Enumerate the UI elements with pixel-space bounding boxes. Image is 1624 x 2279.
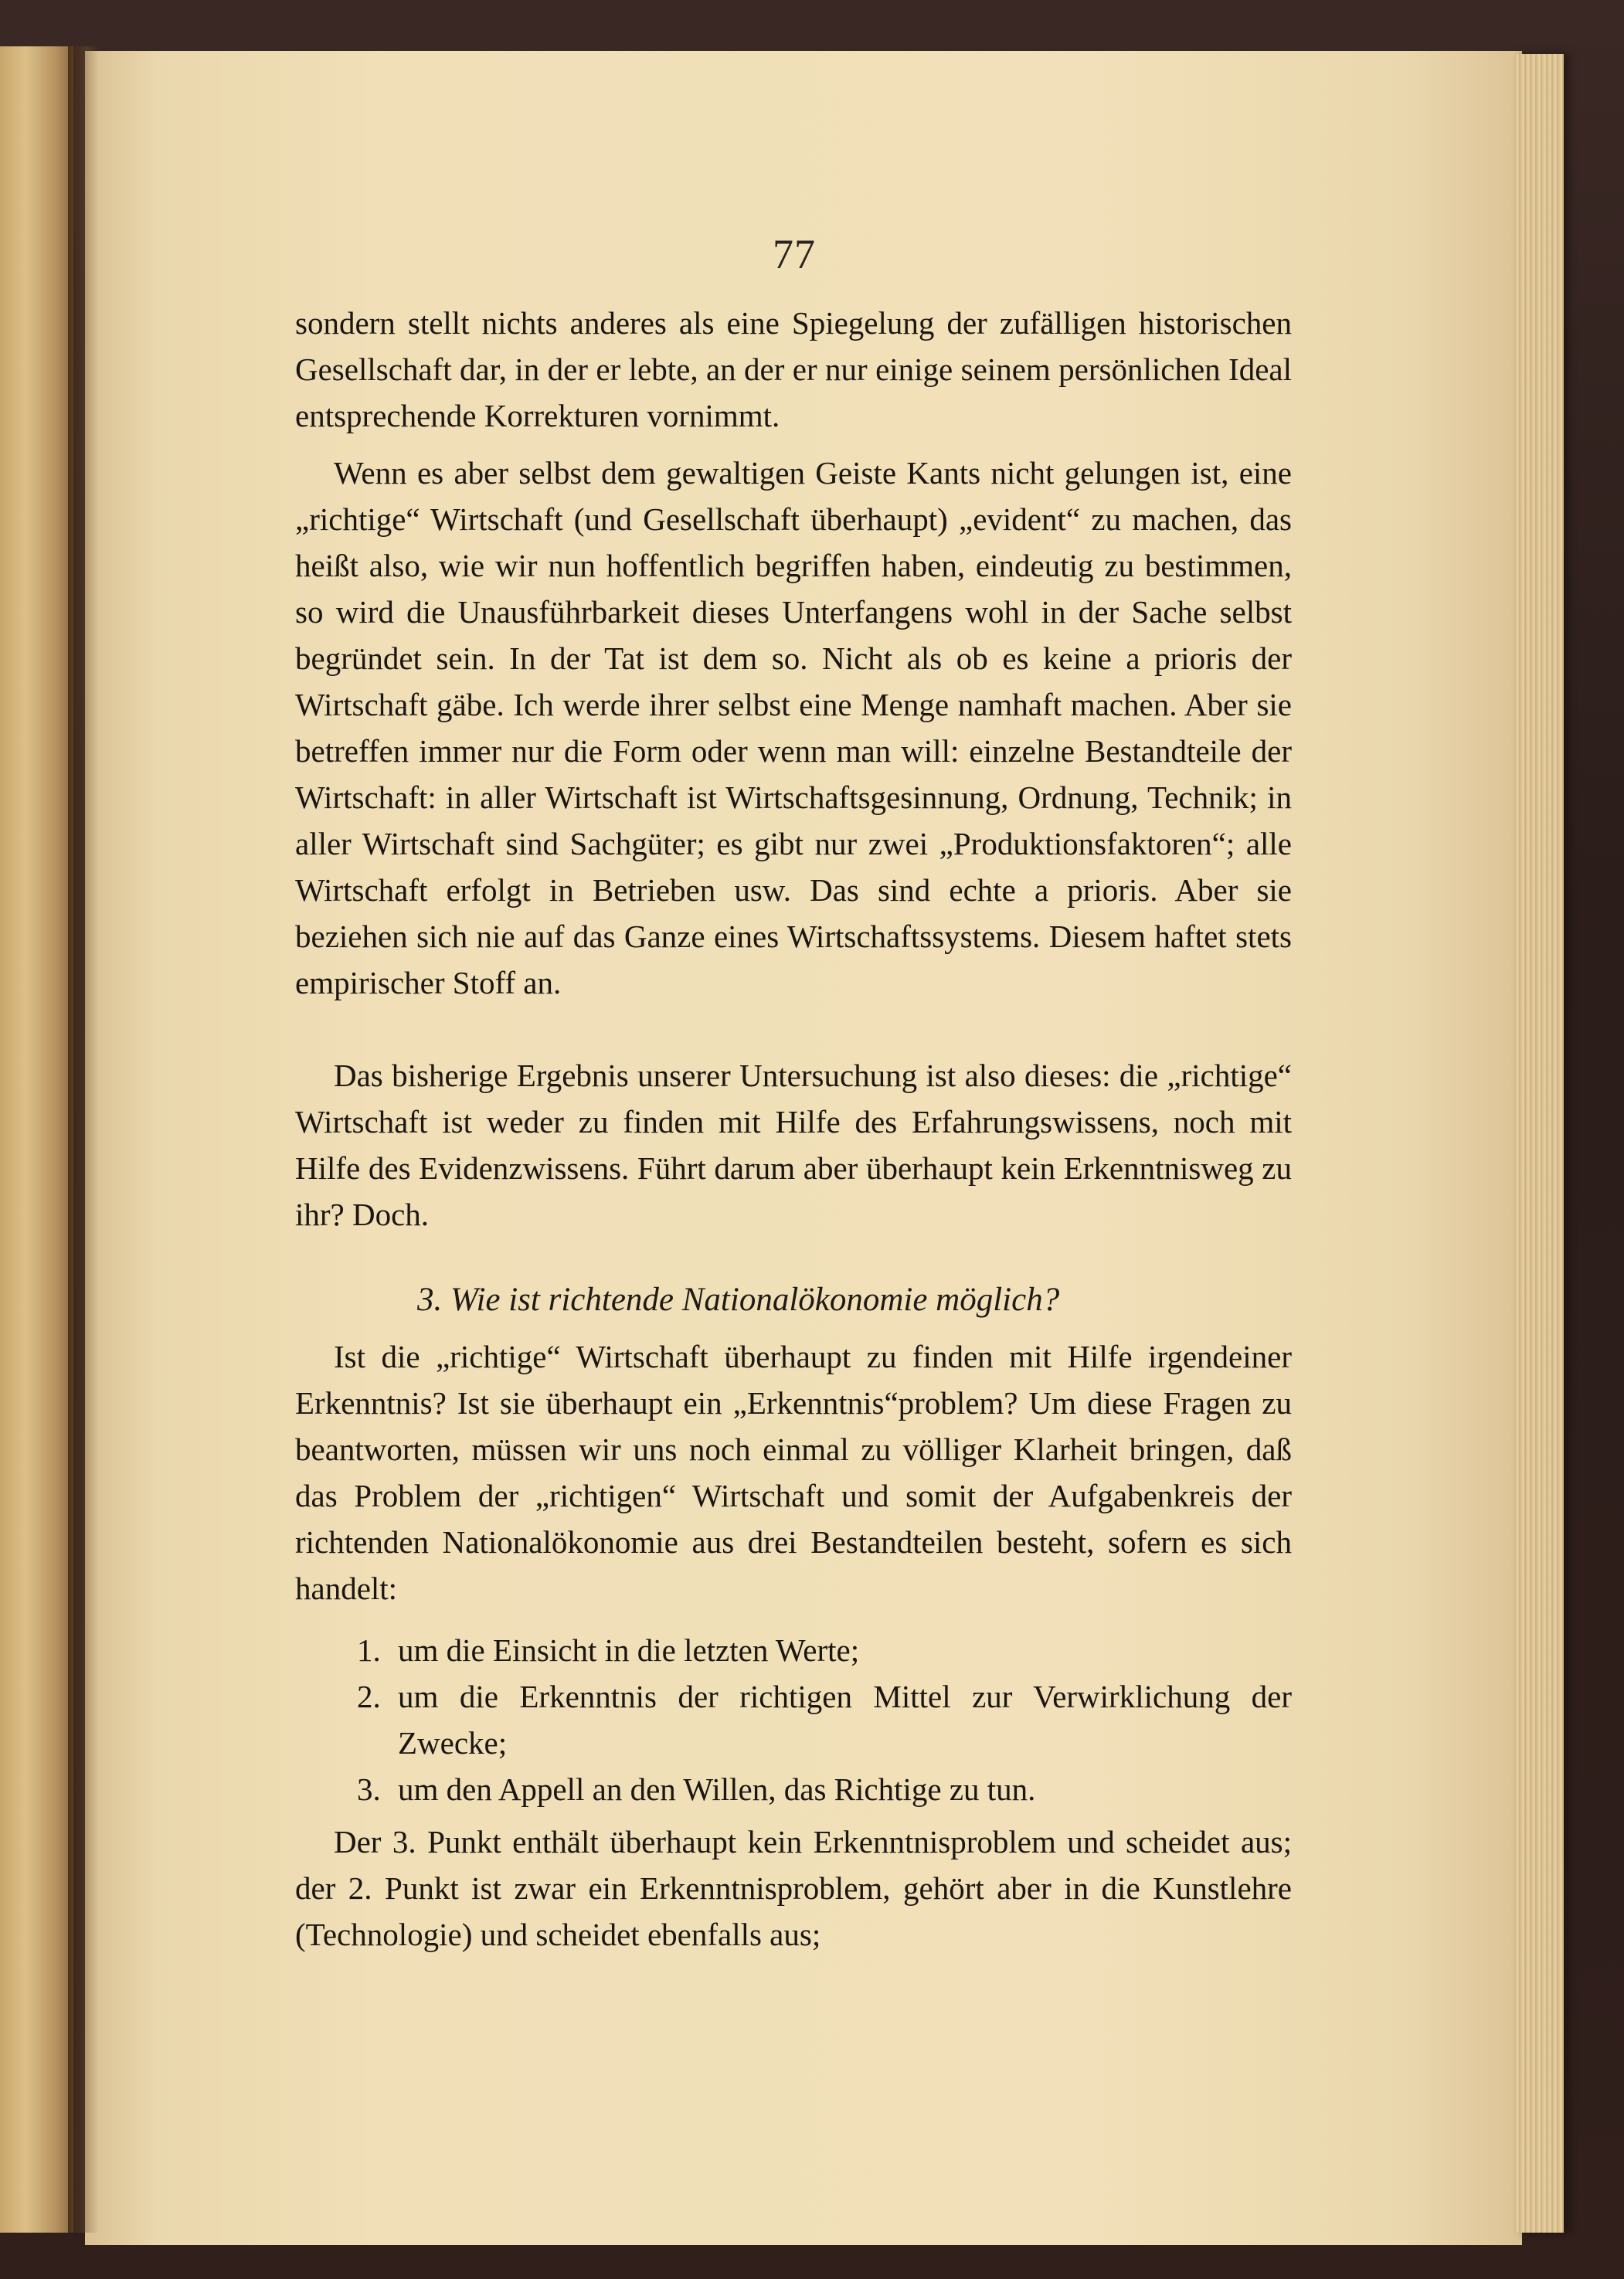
paragraph-text: Wenn es aber selbst dem gewaltigen Geiste Kants nicht gelungen ist, eine „richtige“ Wirtschaft (und Gesellschaft überhaupt) „evident“ zu machen, das heißt also, wie wir nun hoffentlich begriffen haben, eindeutig zu bestimmen, so wird die Unausführbarkeit dieses Unterfangens wohl in der Sache selbst begründet sein. In der Tat ist dem so. Nicht als ob es keine a prioris der Wirtschaft gäbe. Ich werde ihrer selbst eine Menge namhaft machen. Aber sie betreffen immer nur die Form oder wenn man will: einzelne Bestandteile der Wirtschaft: in aller Wirtschaft ist Wirtschaftsgesinnung, Ordnung, Technik; in aller Wirtschaft sind Sachgüter; es gibt nur zwei „Produktionsfaktoren“; alle Wirtschaft erfolgt in Betrieben usw. Das sind echte a prioris. Aber sie beziehen sich nie auf das Ganze eines Wirtschaftssystems. Diesem haftet stets empirischer Stoff an. — [295, 455, 1292, 1000]
section-heading: 3. Wie ist richtende Nationalökonomie möglich? — [417, 1282, 1060, 1318]
paragraph-5 — [295, 1819, 1292, 1958]
list-text: um die Einsicht in die letzten Werte; — [398, 1632, 860, 1668]
list-number: 1. — [357, 1632, 381, 1668]
book-page — [85, 51, 1522, 2245]
paragraph-4 — [295, 1333, 1292, 1612]
paragraph-3 — [295, 1052, 1292, 1238]
list-number: 2. — [357, 1679, 381, 1714]
facing-page-edge — [0, 46, 73, 2233]
list-item — [295, 1766, 1292, 1812]
paragraph-text: Das bisherige Ergebnis unserer Untersuchung ist also dieses: die „richtige“ Wirtschaft ist weder zu finden mit Hilfe des Erfahrungswissens, noch mit Hilfe des Evidenzwissens. Führt darum aber überhaupt kein Erkenntnisweg zu ihr? Doch. — [295, 1058, 1292, 1232]
list-text: um die Erkenntnis der richtigen Mittel zur Verwirklichung der Zwecke; — [398, 1679, 1292, 1761]
list-number: 3. — [357, 1771, 381, 1807]
paragraph-1 — [295, 300, 1292, 439]
numbered-list — [295, 1627, 1292, 1812]
paragraph-2 — [295, 450, 1292, 1006]
paragraph-text: Der 3. Punkt enthält überhaupt kein Erkenntnisproblem und scheidet aus; der 2. Punkt ist zwar ein Erkenntnisproblem, gehört aber in die Kunstlehre (Technologie) und scheidet ebenfalls aus; — [295, 1824, 1292, 1952]
paragraph-text: sondern stellt nichts anderes als eine Spiegelung der zufälligen historischen Gesellschaft dar, in der er lebte, an der er nur einige seinem persönlichen Ideal entsprechende Korrekturen vornimmt. — [295, 305, 1292, 433]
page-number: 77 — [773, 231, 816, 277]
page-block-edge — [1516, 54, 1564, 2233]
gutter-shadow — [68, 46, 99, 2233]
paragraph-text: Ist die „richtige“ Wirtschaft überhaupt zu finden mit Hilfe irgendeiner Erkenntnis? Ist sie überhaupt ein „Erkenntnis“problem? Um diese Fragen zu beantworten, müssen wir uns noch einmal zu völliger Klarheit bringen, daß das Problem der „richtigen“ Wirtschaft und somit der Aufgabenkreis der richtenden Nationalökonomie aus drei Bestandteilen besteht, sofern es sich handelt: — [295, 1339, 1292, 1606]
list-text: um den Appell an den Willen, das Richtige zu tun. — [398, 1771, 1036, 1807]
list-item — [295, 1627, 1292, 1673]
list-item — [295, 1673, 1292, 1766]
